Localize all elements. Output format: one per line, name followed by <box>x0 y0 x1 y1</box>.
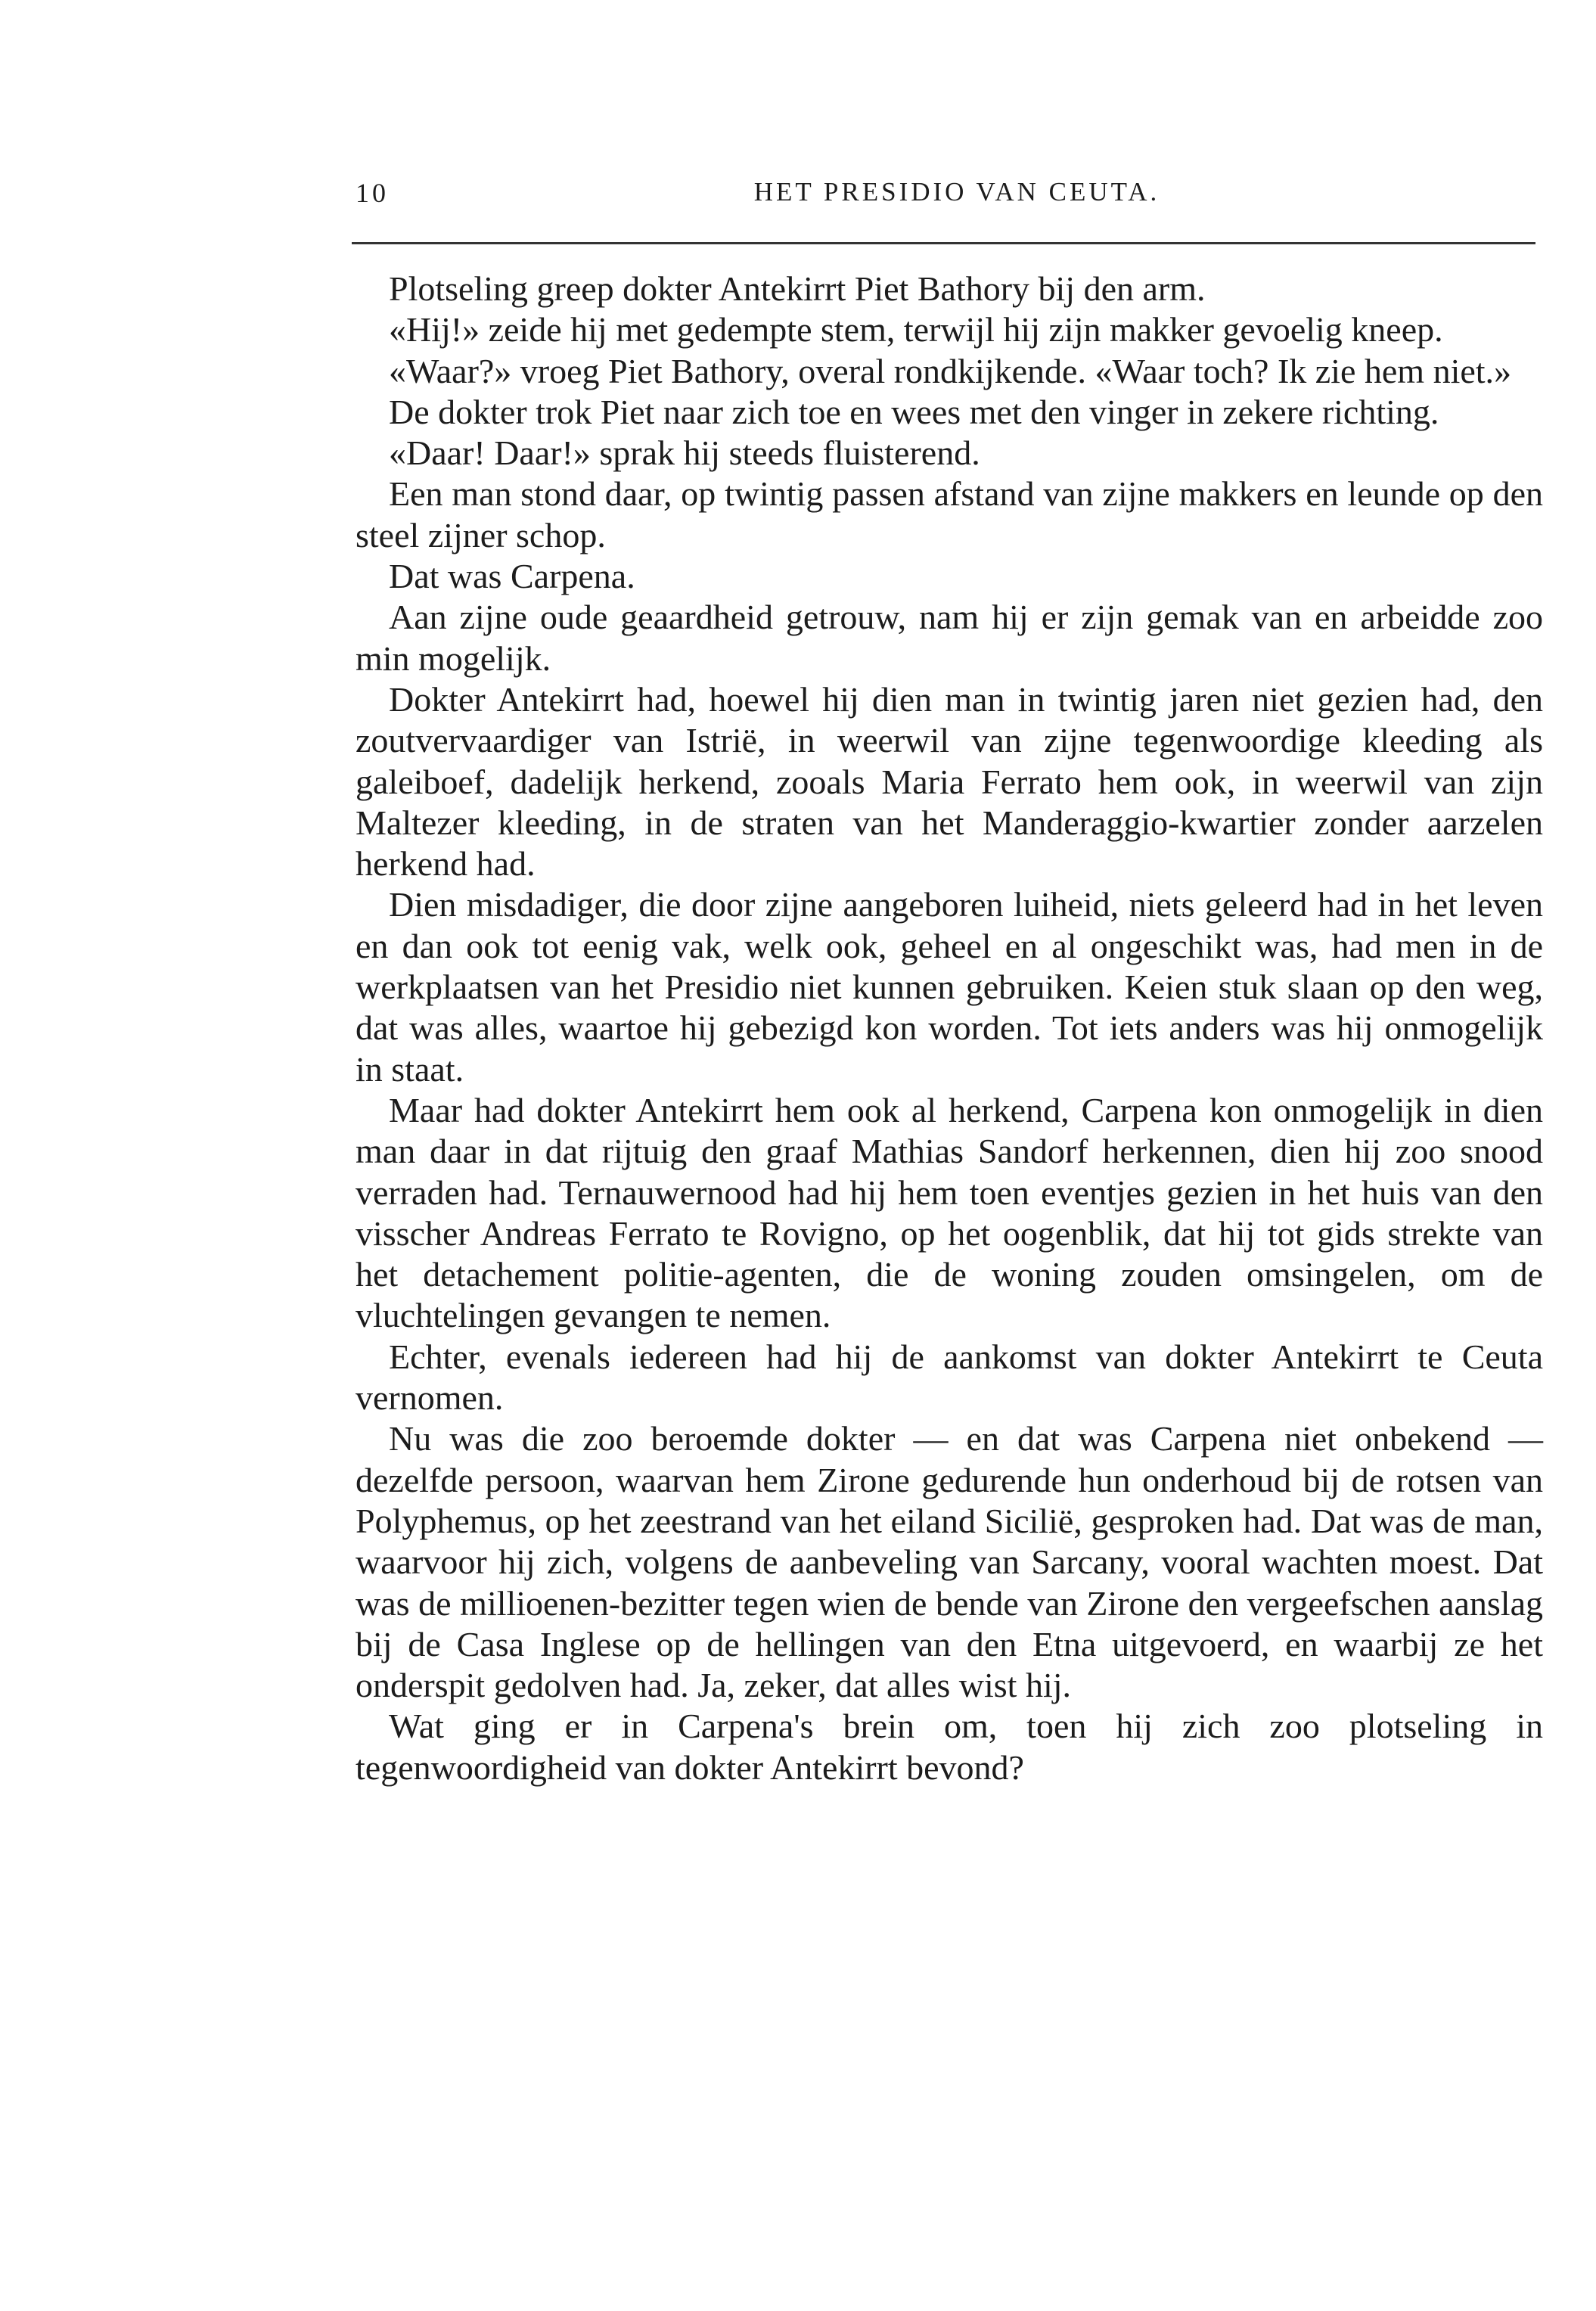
page-header <box>356 177 1535 215</box>
paragraph: Wat ging er in Carpena's brein om, toen hij zich zoo plotseling in tegenwoordigheid van dokter Antekirrt bevond? <box>356 1707 1543 1787</box>
paragraph: Nu was die zoo beroemde dokter — en dat was Carpena niet onbekend — dezelfde persoon, waarvan hem Zirone gedurende hun onderhoud bij de rotsen van Polyphemus, op het zeestrand van het eiland Sicilië, gesproken had. Dat was de man, waarvoor hij zich, volgens de aanbeveling van Sarcany, vooral wachten moest. Dat was de millioenen-bezitter tegen wien de bende van Zirone den vergeefschen aanslag bij de Casa Inglese op de hellingen van den Etna uitgevoerd, en waarbij ze het onderspit gedolven had. Ja, zeker, dat alles wist hij. <box>356 1419 1543 1705</box>
paragraph: Dien misdadiger, die door zijne aangeboren luiheid, niets geleerd had in het leven en dan ook tot eenig vak, welk ook, geheel en al ongeschikt was, had men in de werkplaatsen van het Presidio niet kunnen gebruiken. Keien stuk slaan op den weg, dat was alles, waartoe hij gebezigd kon worden. Tot iets anders was hij onmogelijk in staat. <box>356 885 1543 1089</box>
paragraph: Echter, evenals iedereen had hij de aankomst van dokter Antekirrt te Ceuta vernomen. <box>356 1337 1543 1418</box>
paragraph: Plotseling greep dokter Antekirrt Piet Bathory bij den arm. <box>389 269 1206 308</box>
paragraph: Een man stond daar, op twintig passen afstand van zijne makkers en leunde op den steel zijner schop. <box>356 474 1543 554</box>
paragraph: Maar had dokter Antekirrt hem ook al herkend, Carpena kon onmogelijk in dien man daar in dat rijtuig den graaf Mathias Sandorf herkennen, dien hij zoo snood verraden had. Ternauwernood had hij hem toen eventjes gezien in het huis van den visscher Andreas Ferrato te Rovigno, op het oogenblik, dat hij tot gids strekte van het detachement politie-agenten, die de woning zouden omsingelen, om de vluchtelingen gevangen te nemen. <box>356 1090 1543 1335</box>
paragraph: De dokter trok Piet naar zich toe en wees met den vinger in zekere richting. <box>389 392 1439 431</box>
page-number: 10 <box>356 178 389 208</box>
running-title: HET PRESIDIO VAN CEUTA. <box>753 177 1160 207</box>
header-rule <box>352 242 1535 244</box>
paragraph: «Hij!» zeide hij met gedempte stem, terwijl hij zijn makker gevoelig kneep. <box>389 310 1443 349</box>
paragraph: «Waar?» vroeg Piet Bathory, overal rondkijkende. «Waar toch? Ik zie hem niet.» <box>389 351 1512 390</box>
body-text <box>356 269 1543 1788</box>
paragraph: Dat was Carpena. <box>389 557 635 596</box>
paragraph: Dokter Antekirrt had, hoewel hij dien man in twintig jaren niet gezien had, den zoutvervaardiger van Istrië, in weerwil van zijne tegenwoordige kleeding als galeiboef, dadelijk herkend, zooals Maria Ferrato hem ook, in weerwil van zijn Maltezer kleeding, in de straten van het Manderaggio-kwartier zonder aarzelen herkend had. <box>356 679 1543 884</box>
paragraph: Aan zijne oude geaardheid getrouw, nam hij er zijn gemak van en arbeidde zoo min mogelijk. <box>356 598 1543 678</box>
paragraph: «Daar! Daar!» sprak hij steeds fluisterend. <box>389 433 980 473</box>
